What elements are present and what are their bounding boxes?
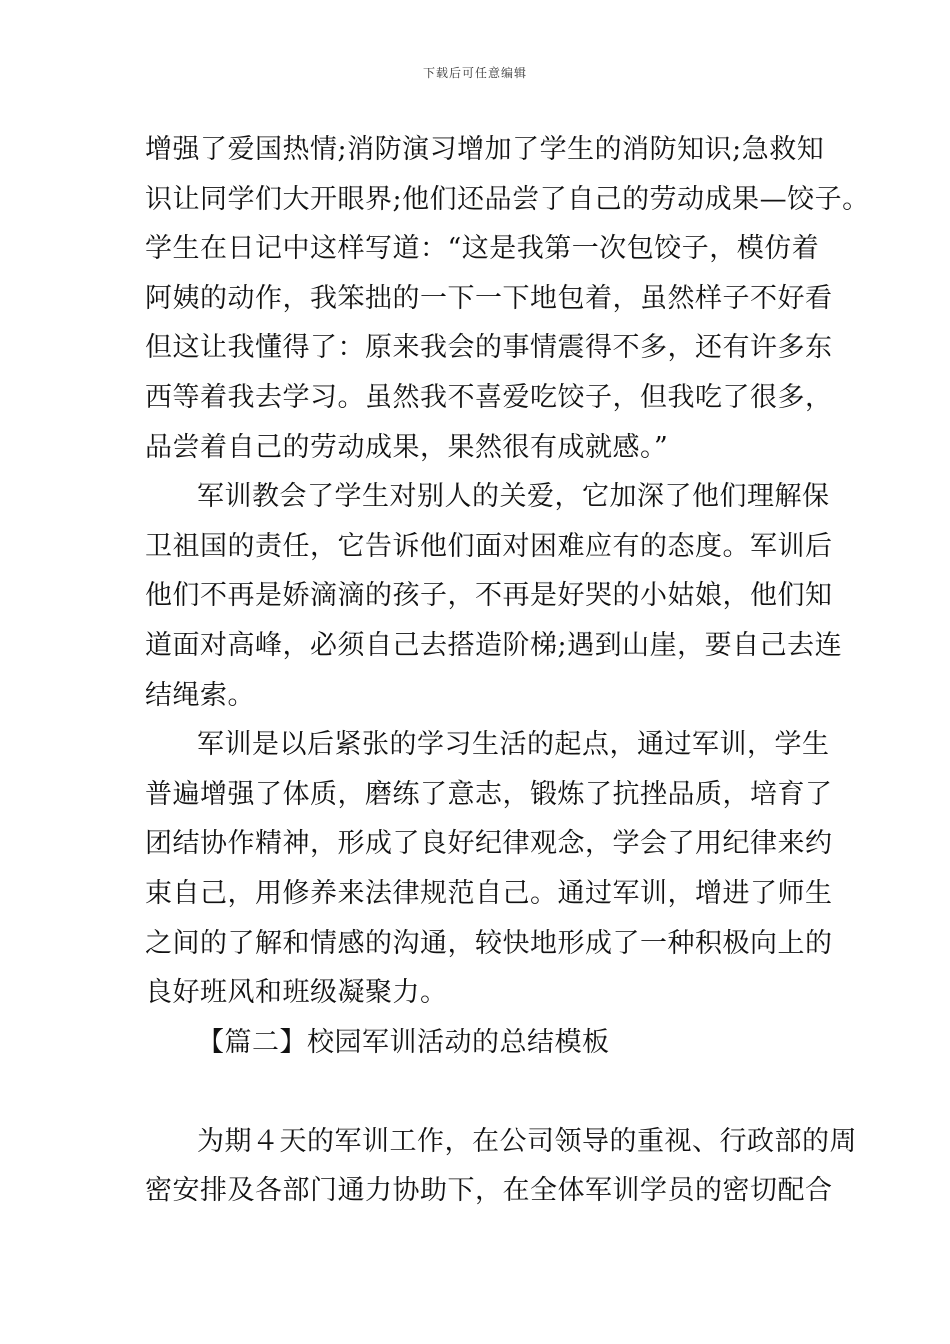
page-header: 下载后可任意编辑 [422, 66, 527, 80]
text-line: 之间的了解和情感的沟通，较快地形成了一种积极向上的 [145, 927, 833, 959]
text-line: 但这让我懂得了：原来我会的事情震得不多，还有许多东 [145, 332, 833, 364]
blank-line [145, 1067, 825, 1117]
text-line: 军训是以后紧张的学习生活的起点，通过军训，学生 [197, 729, 830, 761]
text-line: 结绳索。 [145, 679, 255, 711]
paragraph-3 [145, 720, 833, 1018]
text-line: 良好班风和班级凝聚力。 [145, 977, 448, 1009]
text-line: 品尝着自己的劳动成果，果然很有成就感。” [145, 431, 669, 463]
paragraph-4 [145, 1117, 857, 1216]
text-line: 卫祖国的责任，它告诉他们面对困难应有的态度。军训后 [145, 530, 833, 562]
text-line: 学生在日记中这样写道：“这是我第一次包饺子，模仿着 [145, 233, 820, 265]
text-line: 为期４天的军训工作，在公司领导的重视、行政部的周 [197, 1125, 857, 1157]
text-line: 增强了爱国热情;消防演习增加了学生的消防知识;急救知 [145, 134, 825, 165]
text-line: 阿姨的动作，我笨拙的一下一下地包着，虽然样子不好看 [145, 282, 833, 314]
text-line: 道面对高峰，必须自己去搭造阶梯;遇到山崖，要自己去连 [145, 629, 843, 661]
text-line: 密安排及各部门通力协助下，在全体军训学员的密切配合 [145, 1175, 833, 1207]
section-heading: 【篇二】校园军训活动的总结模板 [197, 1026, 610, 1058]
text-line: 识让同学们大开眼界;他们还品尝了自己的劳动成果—饺子。 [145, 183, 870, 215]
text-line: 他们不再是娇滴滴的孩子，不再是好哭的小姑娘，他们知 [145, 580, 833, 612]
text-line: 普遍增强了体质，磨练了意志，锻炼了抗挫品质，培育了 [145, 778, 833, 810]
text-line: 西等着我去学习。虽然我不喜爱吃饺子，但我吃了很多， [145, 381, 833, 413]
text-line: 束自己，用修养来法律规范自己。通过军训，增进了师生 [145, 877, 833, 909]
paragraph-2 [145, 472, 843, 720]
text-line: 团结协作精神，形成了良好纪律观念，学会了用纪律来约 [145, 828, 833, 860]
document-body [145, 125, 870, 1216]
paragraph-1 [145, 125, 870, 472]
text-line: 军训教会了学生对别人的关爱，它加深了他们理解保 [197, 481, 830, 513]
